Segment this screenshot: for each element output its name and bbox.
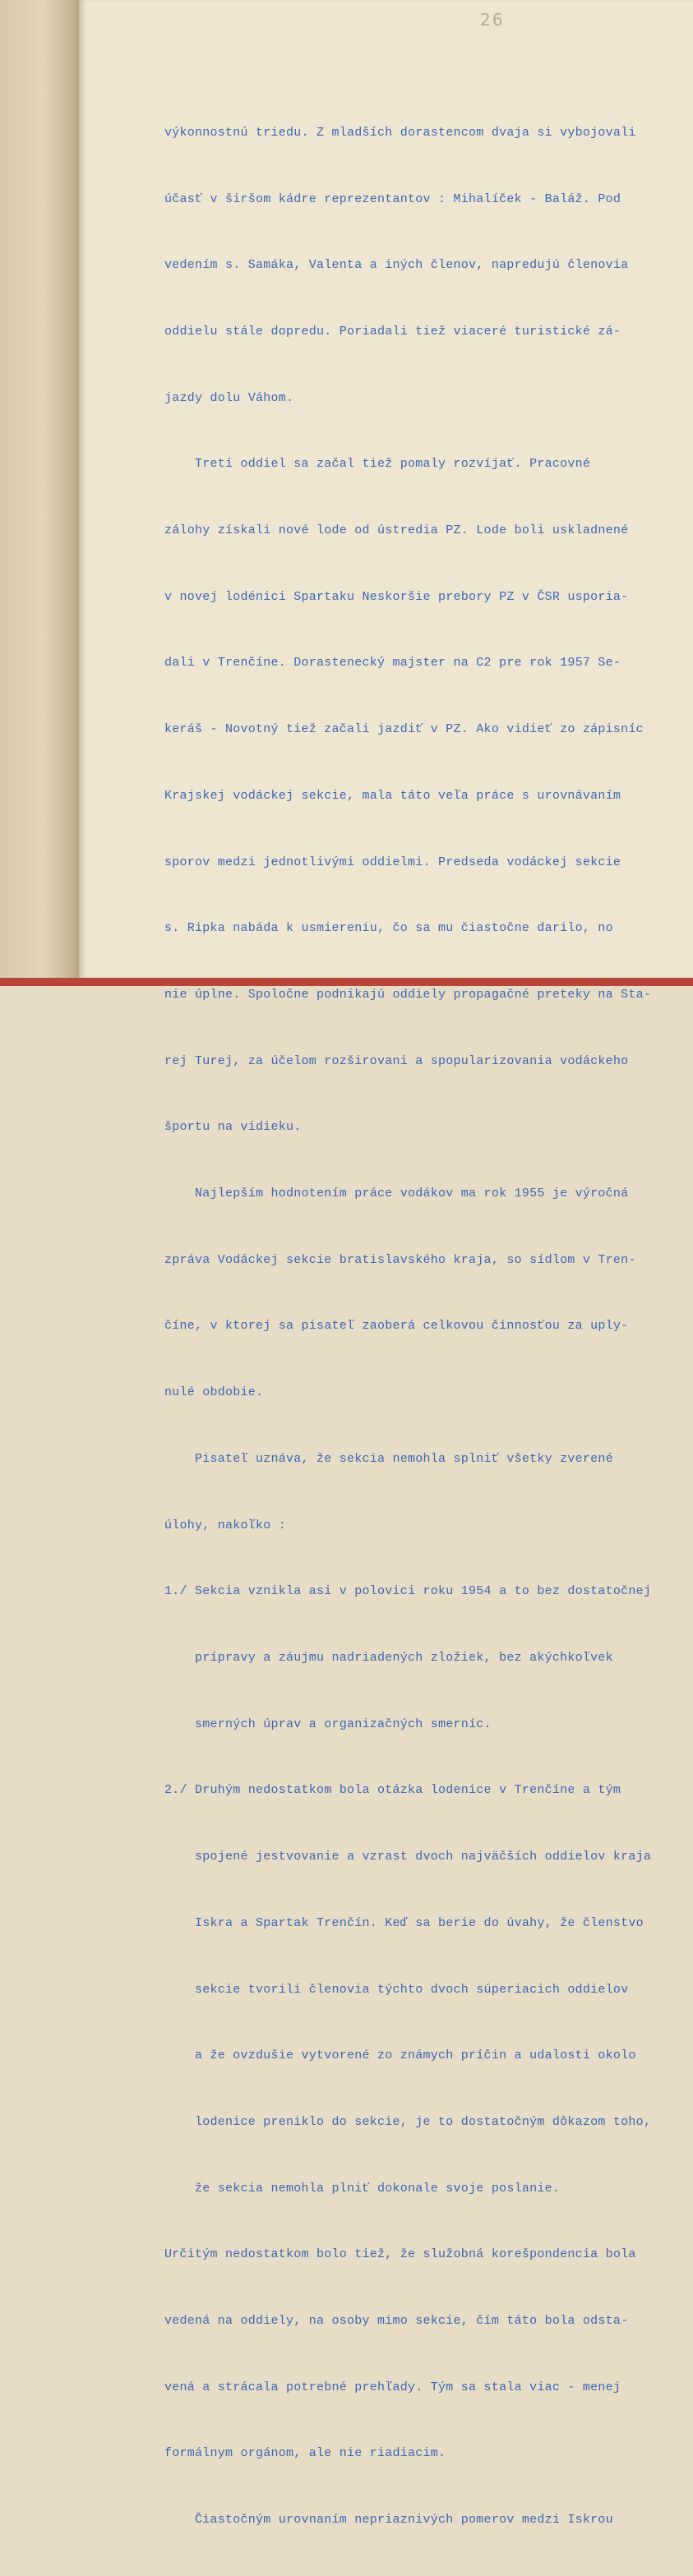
text-line: rej Turej, za účelom rozširovani a spopularizovania vodáckeho xyxy=(164,1053,629,1068)
text-line: Určitým nedostatkom bolo tiež, že služobná korešpondencia bola xyxy=(164,2247,636,2262)
text-line: spojené jestvovanie a vzrast dvoch najväčších oddielov kraja xyxy=(164,1850,652,1864)
text-line: účasť v širšom kádre reprezentantov : Mihalíček - Baláž. Pod xyxy=(164,191,621,206)
text-line: jazdy dolu Váhom. xyxy=(164,390,294,405)
text-line: vedená na oddiely, na osoby mimo sekcie, čím táto bola odsta- xyxy=(164,2314,629,2329)
text-line: prípravy a záujmu nadriadených zložiek, bez akýchkoľvek xyxy=(164,1650,613,1665)
text-line: zálohy získali nové lode od ústredia PZ. Lode boli uskladnené xyxy=(164,523,629,538)
text-line: Krajskej vodáckej sekcie, mala táto veľa práce s urovnávaním xyxy=(164,788,621,803)
text-line: a že ovzdušie vytvorené zo známych príčin a udalosti okolo xyxy=(164,2048,636,2063)
text-line: 2./ Druhým nedostatkom bola otázka lodenice v Trenčíne a tým xyxy=(164,1783,621,1798)
text-line: v novej lodénici Spartaku Neskoršie prebory PZ v ČSR usporia- xyxy=(164,589,629,604)
text-line: sekcie tvorili členovia týchto dvoch súperiacich oddielov xyxy=(164,1982,629,1997)
text-line: že sekcia nemohla plniť dokonale svoje poslanie. xyxy=(164,2181,561,2196)
text-line: smerných úprav a organizačných smerníc. xyxy=(164,1717,492,1731)
text-line: s. Ripka nabáda k usmiereniu, čo sa mu čiastočne darilo, no xyxy=(164,921,613,936)
text-line: zpráva Vodáckej sekcie bratislavského kraja, so sídlom v Tren- xyxy=(164,1252,636,1267)
text-line: vená a strácala potrebné prehľady. Tým sa stala viac - menej xyxy=(164,2380,621,2394)
text-line: keráš - Novotný tiež začali jazdiť v PZ. Ako vidieť zo zápisníc xyxy=(164,722,644,737)
text-line: nie úplne. Spoločne podnikajú oddiely propagačné preteky na Sta- xyxy=(164,987,652,1002)
text-line: dali v Trenčíne. Dorastenecký majster na C2 pre rok 1957 Se- xyxy=(164,656,621,670)
typewritten-text xyxy=(164,78,658,2576)
text-line: 1./ Sekcia vznikla asi v polovici roku 1954 a to bez dostatočnej xyxy=(164,1584,652,1599)
page-number: 26 xyxy=(480,10,505,30)
text-line: nulé obdobie. xyxy=(164,1385,264,1400)
text-line: sporov medzi jednotlivými oddielmi. Predseda vodáckej sekcie xyxy=(164,855,621,869)
text-line: oddielu stále dopredu. Poriadali tiež viaceré turistické zá- xyxy=(164,324,621,339)
text-line: športu na vidieku. xyxy=(164,1120,302,1135)
text-line: úlohy, nakoľko : xyxy=(164,1518,287,1532)
book-binding xyxy=(0,0,79,986)
text-line: formálnym orgánom, ale nie riadiacim. xyxy=(164,2446,446,2461)
text-line: Tretí oddiel sa začal tiež pomaly rozvíjať. Pracovné xyxy=(164,457,591,472)
text-line: lodenice preniklo do sekcie, je to dostatočným dôkazom toho, xyxy=(164,2114,652,2129)
text-line: Iskra a Spartak Trenčín. Keď sa berie do úvahy, že členstvo xyxy=(164,1915,644,1930)
text-line: Najlepším hodnotením práce vodákov ma rok 1955 je výročná xyxy=(164,1187,629,1201)
text-line: Čiastočným urovnaním nepriaznivých pomerov medzi Iskrou xyxy=(164,2513,613,2528)
text-line: výkonnostnú triedu. Z mladších dorastencom dvaja si vybojovali xyxy=(164,125,636,140)
text-line: vedením s. Samáka, Valenta a iných členov, napredujú členovia xyxy=(164,258,629,273)
text-line: Pisateľ uznáva, že sekcia nemohla splniť všetky zverené xyxy=(164,1451,613,1466)
text-line: číne, v ktorej sa pisateľ zaoberá celkovou činnosťou za uply- xyxy=(164,1319,629,1334)
